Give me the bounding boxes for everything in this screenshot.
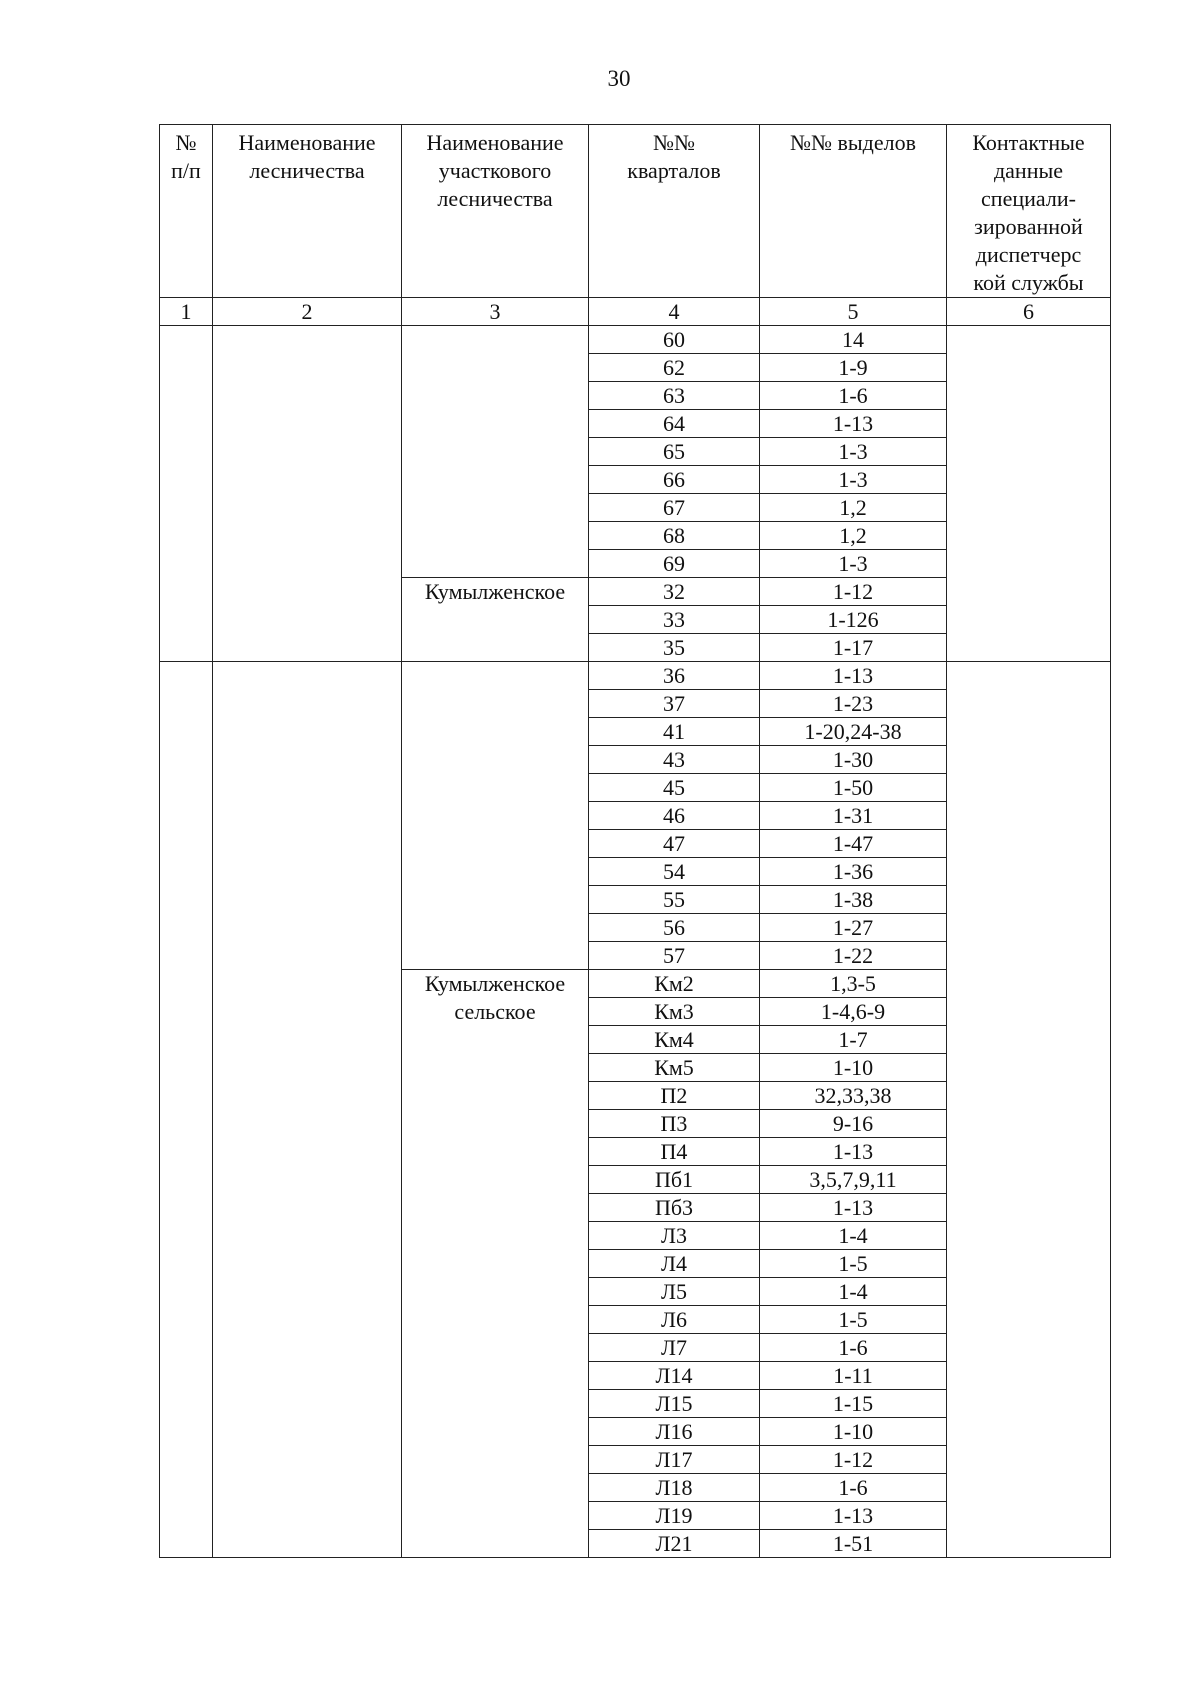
lesnichestvo-cell bbox=[213, 326, 402, 662]
kvartal-cell: 47 bbox=[589, 830, 760, 858]
vydel-cell: 3,5,7,9,11 bbox=[760, 1166, 947, 1194]
kvartal-cell: 43 bbox=[589, 746, 760, 774]
vydel-cell: 1-13 bbox=[760, 1138, 947, 1166]
kvartal-cell: Л14 bbox=[589, 1362, 760, 1390]
vydel-cell: 1-6 bbox=[760, 382, 947, 410]
contact-cell bbox=[947, 326, 1111, 662]
kvartal-cell: 56 bbox=[589, 914, 760, 942]
table-header-row bbox=[160, 125, 1111, 298]
vydel-cell: 1-5 bbox=[760, 1306, 947, 1334]
vydel-cell: 1-30 bbox=[760, 746, 947, 774]
column-number: 4 bbox=[589, 298, 760, 326]
kvartal-cell: Км2 bbox=[589, 970, 760, 998]
kvartal-cell: Км3 bbox=[589, 998, 760, 1026]
vydel-cell: 9-16 bbox=[760, 1110, 947, 1138]
kvartal-cell: Л15 bbox=[589, 1390, 760, 1418]
kvartal-cell: 54 bbox=[589, 858, 760, 886]
kvartal-cell: 46 bbox=[589, 802, 760, 830]
kvartal-cell: Пб1 bbox=[589, 1166, 760, 1194]
kvartal-cell: Пб3 bbox=[589, 1194, 760, 1222]
kvartal-cell: П3 bbox=[589, 1110, 760, 1138]
kvartal-cell: 63 bbox=[589, 382, 760, 410]
vydel-cell: 32,33,38 bbox=[760, 1082, 947, 1110]
vydel-cell: 1,2 bbox=[760, 494, 947, 522]
kvartal-cell: 67 bbox=[589, 494, 760, 522]
uchastok-cell bbox=[402, 970, 589, 1558]
vydel-cell: 1-12 bbox=[760, 1446, 947, 1474]
number-cell bbox=[160, 662, 213, 1558]
column-number: 5 bbox=[760, 298, 947, 326]
kvartal-cell: 66 bbox=[589, 466, 760, 494]
kvartal-cell: Л7 bbox=[589, 1334, 760, 1362]
vydel-cell: 1-3 bbox=[760, 550, 947, 578]
vydel-cell: 1-15 bbox=[760, 1390, 947, 1418]
kvartal-cell: Км5 bbox=[589, 1054, 760, 1082]
header-kontakty: Контактные данные специали- зированной диспетчерс кой службы bbox=[947, 125, 1111, 298]
kvartal-cell: Км4 bbox=[589, 1026, 760, 1054]
column-number: 2 bbox=[213, 298, 402, 326]
contact-cell bbox=[947, 662, 1111, 1558]
column-number: 1 bbox=[160, 298, 213, 326]
number-cell bbox=[160, 326, 213, 662]
vydel-cell: 1-7 bbox=[760, 1026, 947, 1054]
uchastok-label: сельское bbox=[454, 999, 536, 1024]
vydel-cell: 1-13 bbox=[760, 410, 947, 438]
table-row bbox=[160, 662, 1111, 690]
vydel-cell: 14 bbox=[760, 326, 947, 354]
vydel-cell: 1-3 bbox=[760, 438, 947, 466]
vydel-cell: 1,3-5 bbox=[760, 970, 947, 998]
kvartal-cell: Л6 bbox=[589, 1306, 760, 1334]
vydel-cell: 1-4,6-9 bbox=[760, 998, 947, 1026]
kvartal-cell: Л16 bbox=[589, 1418, 760, 1446]
table-block-1 bbox=[160, 326, 1111, 662]
kvartal-cell: 37 bbox=[589, 690, 760, 718]
vydel-cell: 1-13 bbox=[760, 662, 947, 690]
kvartal-cell: 69 bbox=[589, 550, 760, 578]
lesnichestvo-cell bbox=[213, 662, 402, 1558]
header-number: № п/п bbox=[160, 125, 213, 298]
vydel-cell: 1-126 bbox=[760, 606, 947, 634]
vydel-cell: 1-13 bbox=[760, 1194, 947, 1222]
vydel-cell: 1-23 bbox=[760, 690, 947, 718]
header-vydely: №№ выделов bbox=[760, 125, 947, 298]
vydel-cell: 1-51 bbox=[760, 1530, 947, 1558]
vydel-cell: 1-17 bbox=[760, 634, 947, 662]
kvartal-cell: 64 bbox=[589, 410, 760, 438]
kvartal-cell: 33 bbox=[589, 606, 760, 634]
uchastok-label: Кумылженское bbox=[424, 971, 566, 996]
kvartal-cell: Л21 bbox=[589, 1530, 760, 1558]
vydel-cell: 1-10 bbox=[760, 1054, 947, 1082]
kvartal-cell: 60 bbox=[589, 326, 760, 354]
page-number: 30 bbox=[607, 66, 631, 91]
header-kvartaly: №№ кварталов bbox=[589, 125, 760, 298]
kvartal-cell: 35 bbox=[589, 634, 760, 662]
column-number: 6 bbox=[947, 298, 1111, 326]
vydel-cell: 1-6 bbox=[760, 1334, 947, 1362]
table-block-2 bbox=[160, 662, 1111, 1558]
vydel-cell: 1-20,24-38 bbox=[760, 718, 947, 746]
kvartal-cell: 62 bbox=[589, 354, 760, 382]
kvartal-cell: Л3 bbox=[589, 1222, 760, 1250]
vydel-cell: 1-38 bbox=[760, 886, 947, 914]
vydel-cell: 1-9 bbox=[760, 354, 947, 382]
vydel-cell: 1-11 bbox=[760, 1362, 947, 1390]
vydel-cell: 1-36 bbox=[760, 858, 947, 886]
kvartal-cell: 68 bbox=[589, 522, 760, 550]
kvartal-cell: 41 bbox=[589, 718, 760, 746]
uchastok-label: Кумылженское bbox=[424, 579, 566, 604]
vydel-cell: 1-50 bbox=[760, 774, 947, 802]
uchastok-cell bbox=[402, 662, 589, 970]
kvartal-cell: Л19 bbox=[589, 1502, 760, 1530]
column-number: 3 bbox=[402, 298, 589, 326]
vydel-cell: 1-4 bbox=[760, 1222, 947, 1250]
vydel-cell: 1-6 bbox=[760, 1474, 947, 1502]
table-row bbox=[160, 326, 1111, 354]
kvartal-cell: П2 bbox=[589, 1082, 760, 1110]
header-lesnichestvo: Наименование лесничества bbox=[213, 125, 402, 298]
vydel-cell: 1-3 bbox=[760, 466, 947, 494]
vydel-cell: 1-31 bbox=[760, 802, 947, 830]
kvartal-cell: Л18 bbox=[589, 1474, 760, 1502]
vydel-cell: 1-13 bbox=[760, 1502, 947, 1530]
kvartal-cell: 32 bbox=[589, 578, 760, 606]
vydel-cell: 1-10 bbox=[760, 1418, 947, 1446]
kvartal-cell: 45 bbox=[589, 774, 760, 802]
column-number-row bbox=[160, 298, 1111, 326]
vydel-cell: 1-5 bbox=[760, 1250, 947, 1278]
vydel-cell: 1,2 bbox=[760, 522, 947, 550]
kvartal-cell: Л17 bbox=[589, 1446, 760, 1474]
kvartal-cell: П4 bbox=[589, 1138, 760, 1166]
vydel-cell: 1-47 bbox=[760, 830, 947, 858]
header-uchastkovoe-lesnichestvo: Наименование участкового лесничества bbox=[402, 125, 589, 298]
kvartal-cell: Л5 bbox=[589, 1278, 760, 1306]
uchastok-cell bbox=[402, 326, 589, 578]
vydel-cell: 1-22 bbox=[760, 942, 947, 970]
kvartal-cell: 36 bbox=[589, 662, 760, 690]
vydel-cell: 1-4 bbox=[760, 1278, 947, 1306]
kvartal-cell: 65 bbox=[589, 438, 760, 466]
kvartal-cell: 57 bbox=[589, 942, 760, 970]
vydel-cell: 1-27 bbox=[760, 914, 947, 942]
kvartal-cell: 55 bbox=[589, 886, 760, 914]
vydel-cell: 1-12 bbox=[760, 578, 947, 606]
forestry-table bbox=[159, 124, 1111, 1558]
uchastok-cell bbox=[402, 578, 589, 662]
kvartal-cell: Л4 bbox=[589, 1250, 760, 1278]
